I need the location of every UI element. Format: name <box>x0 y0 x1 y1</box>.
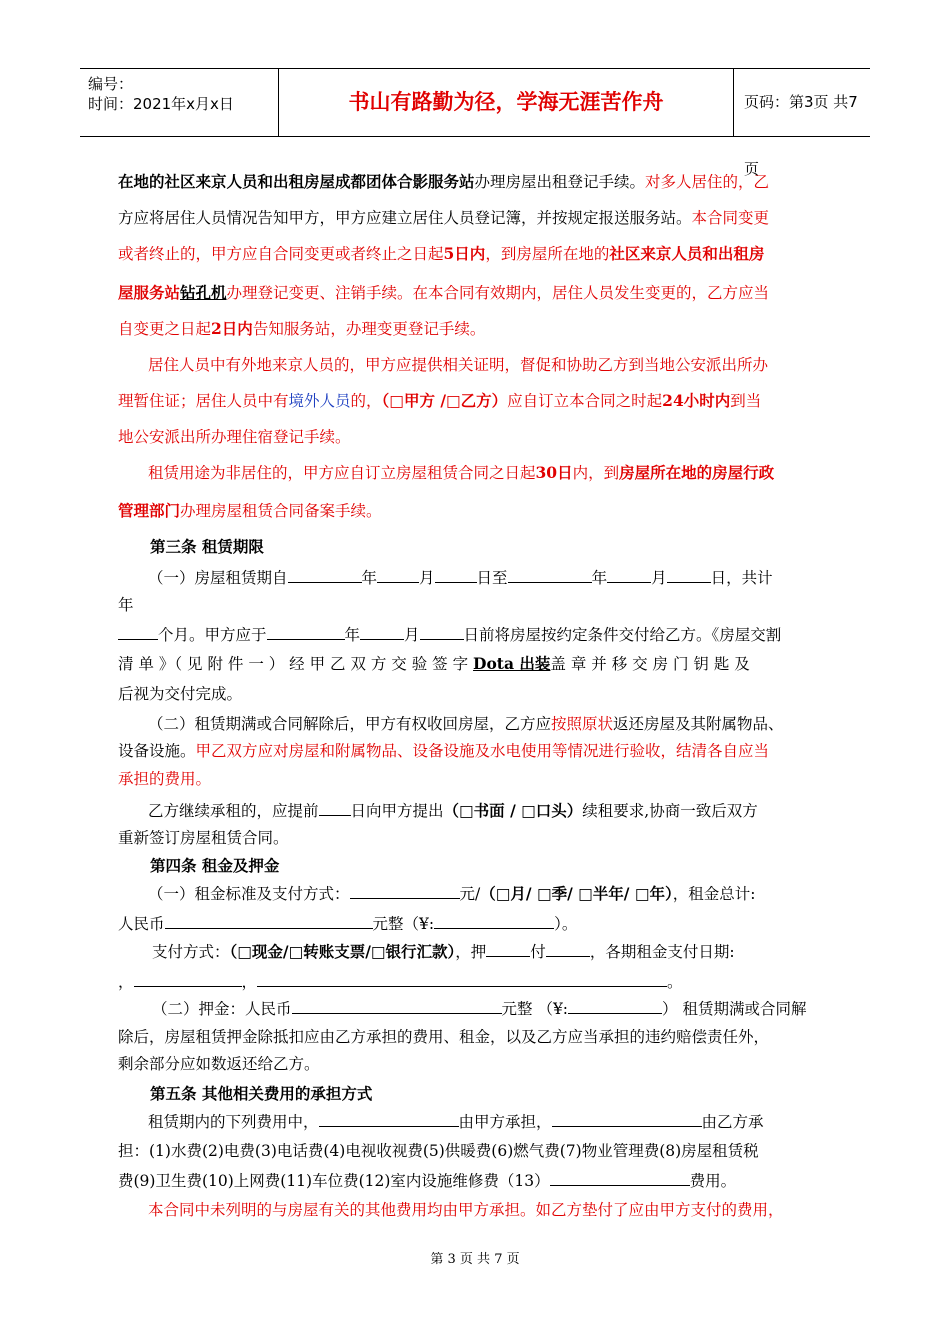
text-line: 清 单 》（ 见 附 件 一 ） 经 甲 乙 双 方 交 验 签 字 Dota 出装盖 章 并 移 交 房 门 钥 匙 及 <box>118 654 750 673</box>
page-header <box>80 68 870 178</box>
blank-field[interactable] <box>435 568 477 583</box>
blank-field[interactable] <box>267 625 345 640</box>
text-line: 租赁期内的下列费用中， 由甲方承担， 由乙方承 <box>148 1113 764 1131</box>
text-line: 承担的费用。 <box>118 770 212 788</box>
text-line: 人民币 元整（¥: ）。 <box>118 915 578 933</box>
text-line: 年 <box>118 596 134 614</box>
blank-field[interactable] <box>377 568 419 583</box>
blank-field[interactable] <box>667 568 711 583</box>
text-line: 担：(1)水费(2)电费(3)电话费(4)电视收视费(5)供暖费(6)燃气费(7)物业管理费(8)房屋租赁税 <box>118 1142 759 1160</box>
tenant-fees-field[interactable] <box>552 1112 702 1127</box>
rent-total-number-field[interactable] <box>434 914 554 929</box>
text-line: ， ， 。 <box>118 973 683 991</box>
page-footer: 第 3 页 共 7 页 <box>430 1252 520 1267</box>
doc-date: 时间：2021年x月x日 <box>88 95 234 113</box>
header-motto: 书山有路勤为径，学海无涯苦作舟 <box>279 69 734 136</box>
text-line: 后视为交付完成。 <box>118 685 243 703</box>
text-line: 支付方式：（□现金/□转账支票/□银行汇款），押 付 ，各期租金支付日期: <box>152 942 735 961</box>
text-line: （二）押金：人民币 元整 （¥: ） 租赁期满或合同解 <box>152 1000 807 1018</box>
rent-amount-field[interactable] <box>350 884 460 899</box>
text-line: 除后，房屋租赁押金除抵扣应由乙方承担的费用、租金，以及乙方应当承担的违约赔偿责任外， <box>118 1028 770 1046</box>
text-line: 在地的社区来京人员和出租房屋成都团体合影服务站办理房屋出租登记手续。对多人居住的，乙 <box>118 172 770 191</box>
rent-total-field[interactable] <box>165 914 373 929</box>
article-heading: 第四条 租金及押金 <box>150 856 280 875</box>
text-line: 费(9)卫生费(10)上网费(11)车位费(12)室内设施维修费（13） 费用。 <box>118 1172 737 1190</box>
blank-field[interactable] <box>288 568 362 583</box>
landlord-fees-field[interactable] <box>319 1112 459 1127</box>
text-line: 租赁用途为非居住的，甲方应自订立房屋租赁合同之日起30日内，到房屋所在地的房屋行政 <box>148 463 775 482</box>
article-heading: 第三条 租赁期限 <box>150 537 264 556</box>
blank-field[interactable] <box>360 625 404 640</box>
text-line: 居住人员中有外地来京人员的，甲方应提供相关证明，督促和协助乙方到当地公安派出所办 <box>148 356 769 374</box>
blank-field[interactable] <box>319 801 351 816</box>
blank-field[interactable] <box>118 625 158 640</box>
header-meta <box>80 69 279 136</box>
blank-field[interactable] <box>508 568 592 583</box>
pay-date-field[interactable] <box>257 972 667 987</box>
text-line: 地公安派出所办理住宿登记手续。 <box>118 428 351 446</box>
text-line: 重新签订房屋租赁合同。 <box>118 829 289 847</box>
text-line: 本合同中未列明的与房屋有关的其他费用均由甲方承担。如乙方垫付了应由甲方支付的费用， <box>148 1201 784 1219</box>
article-heading: 第五条 其他相关费用的承担方式 <box>150 1084 373 1103</box>
pay-months-field[interactable] <box>546 942 590 957</box>
text-line: 个月。甲方应于 年 月 日前将房屋按约定条件交付给乙方。《房屋交割 <box>118 624 781 646</box>
blank-field[interactable] <box>607 568 651 583</box>
deposit-months-field[interactable] <box>486 942 530 957</box>
pay-date-field[interactable] <box>134 972 242 987</box>
text-line: （二）租赁期满或合同解除后，甲方有权收回房屋，乙方应按照原状返还房屋及其附属物品、 <box>148 715 784 733</box>
text-line: 剩余部分应如数返还给乙方。 <box>118 1055 320 1073</box>
text-line: 方应将居住人员情况告知甲方，甲方应建立居住人员登记簿，并按规定报送服务站。本合同变更 <box>118 209 770 227</box>
text-line: 管理部门办理房屋租赁合同备案手续。 <box>118 501 382 520</box>
text-line: 设备设施。甲乙双方应对房屋和附属物品、设备设施及水电使用等情况进行验收，结清各自应当 <box>118 742 770 760</box>
other-fees-field[interactable] <box>550 1171 690 1186</box>
doc-number: 编号： <box>88 75 134 93</box>
text-line: 或者终止的，甲方应自合同变更或者终止之日起5日内，到房屋所在地的社区来京人员和出租房 <box>118 244 765 263</box>
text-line: 自变更之日起2日内告知服务站，办理变更登记手续。 <box>118 319 486 338</box>
blank-field[interactable] <box>420 625 464 640</box>
text-line: 屋服务站钻孔机办理登记变更、注销手续。在本合同有效期内，居住人员发生变更的，乙方应当 <box>118 283 770 302</box>
text-line: 乙方继续承租的，应提前 日向甲方提出（□书面 / □口头）续租要求,协商一致后双方 <box>148 801 758 820</box>
text-line: （一）房屋租赁期自 年 月 日至 年 月 日，共计 <box>148 569 773 587</box>
text-line: 理暂住证；居住人员中有境外人员的，（□甲方 /□乙方）应自订立本合同之时起24小时内到当 <box>118 391 762 410</box>
deposit-number-field[interactable] <box>568 999 662 1014</box>
page-info: 页码：第3页 共7页 <box>744 93 858 178</box>
deposit-field[interactable] <box>292 999 502 1014</box>
text-line: （一）租金标准及支付方式： 元/（□月/ □季/ □半年/ □年），租金总计: <box>148 884 756 903</box>
